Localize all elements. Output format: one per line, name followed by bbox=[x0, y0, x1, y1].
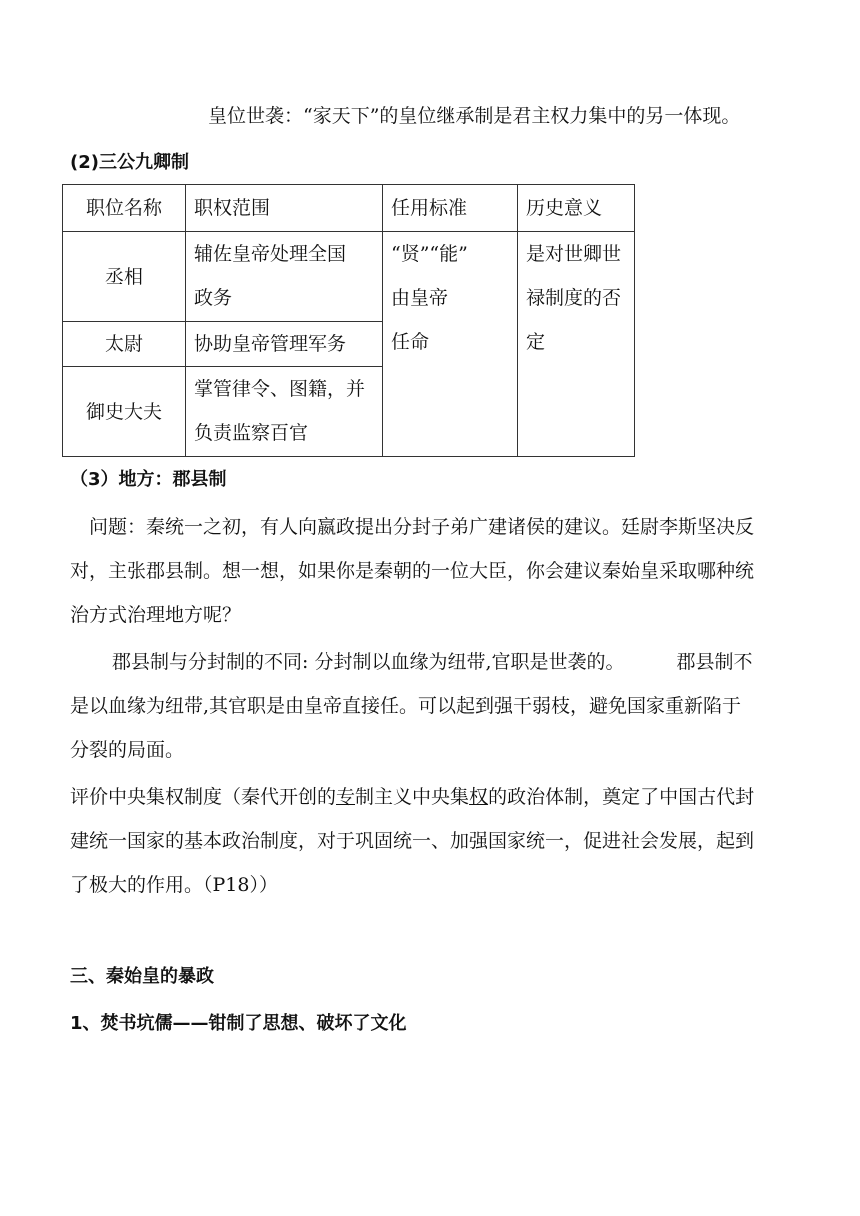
three-dukes-table bbox=[62, 184, 635, 457]
position-cell: 御史大夫 bbox=[63, 367, 186, 457]
standard-cell bbox=[383, 232, 518, 457]
duty-line: 掌管律令、图籍，并 bbox=[194, 378, 366, 400]
duty-cell bbox=[186, 232, 383, 322]
position-cell: 太尉 bbox=[63, 322, 186, 367]
significance-line: 是对世卿世 bbox=[526, 243, 622, 265]
evaluation-paragraph bbox=[70, 775, 795, 907]
evaluation-text: 制主义中央集 bbox=[355, 786, 470, 808]
duty-line: 协助皇帝管理军务 bbox=[194, 333, 347, 355]
standard-line: 任命 bbox=[391, 331, 430, 353]
header-cell: 历史意义 bbox=[518, 185, 635, 232]
underlined-text: 权 bbox=[469, 786, 489, 808]
significance-line: 定 bbox=[526, 331, 546, 353]
question-line: 治方式治理地方呢？ bbox=[70, 604, 242, 626]
standard-line: 由皇帝 bbox=[391, 287, 449, 309]
answer-line: 分裂的局面。 bbox=[70, 739, 185, 761]
duty-line: 政务 bbox=[194, 287, 233, 309]
position-cell: 丞相 bbox=[63, 232, 186, 322]
header-cell: 职权范围 bbox=[186, 185, 383, 232]
part3-heading: 三、秦始皇的暴政 bbox=[70, 966, 214, 987]
section2-heading: (2)三公九卿制 bbox=[70, 152, 189, 173]
top-line: 皇位世袭：“家天下”的皇位继承制是君主权力集中的另一体现。 bbox=[208, 105, 741, 127]
significance-line: 禄制度的否 bbox=[526, 287, 622, 309]
question-paragraph bbox=[70, 505, 795, 637]
section3-heading: （3）地方：郡县制 bbox=[70, 469, 227, 490]
evaluation-text: 评价中央集权制度（秦代开创的 bbox=[70, 786, 337, 808]
duty-cell bbox=[186, 367, 383, 457]
question-line: 问题：秦统一之初，有人向嬴政提出分封子弟广建诸侯的建议。廷尉李斯坚决反 bbox=[89, 516, 755, 538]
answer-text: 郡县制与分封制的不同: 分封制以血缘为纽带,官职是世袭的。 bbox=[112, 651, 625, 673]
standard-line: “贤”“能” bbox=[391, 243, 468, 265]
underlined-text: 专 bbox=[336, 786, 356, 808]
answer-text: 郡县制不 bbox=[676, 651, 753, 673]
evaluation-line: 了极大的作用。（P18）） bbox=[70, 874, 278, 896]
table-row bbox=[63, 232, 635, 322]
answer-paragraph bbox=[70, 640, 795, 772]
table-header-row bbox=[63, 185, 635, 232]
question-line: 对，主张郡县制。想一想，如果你是秦朝的一位大臣，你会建议秦始皇采取哪种统 bbox=[70, 560, 755, 582]
header-cell: 任用标准 bbox=[383, 185, 518, 232]
duty-line: 辅佐皇帝处理全国 bbox=[194, 243, 347, 265]
header-cell: 职位名称 bbox=[63, 185, 186, 232]
duty-cell bbox=[186, 322, 383, 367]
evaluation-text: 的政治体制，奠定了中国古代封 bbox=[488, 786, 755, 808]
duty-line: 负责监察百官 bbox=[194, 422, 309, 444]
answer-line: 是以血缘为纽带,其官职是由皇帝直接任。可以起到强干弱枝，避免国家重新陷于 bbox=[70, 695, 742, 717]
evaluation-line: 建统一国家的基本政治制度，对于巩固统一、加强国家统一，促进社会发展，起到 bbox=[70, 830, 755, 852]
significance-cell bbox=[518, 232, 635, 457]
item1-heading: 1、焚书坑儒——钳制了思想、破坏了文化 bbox=[70, 1013, 407, 1034]
